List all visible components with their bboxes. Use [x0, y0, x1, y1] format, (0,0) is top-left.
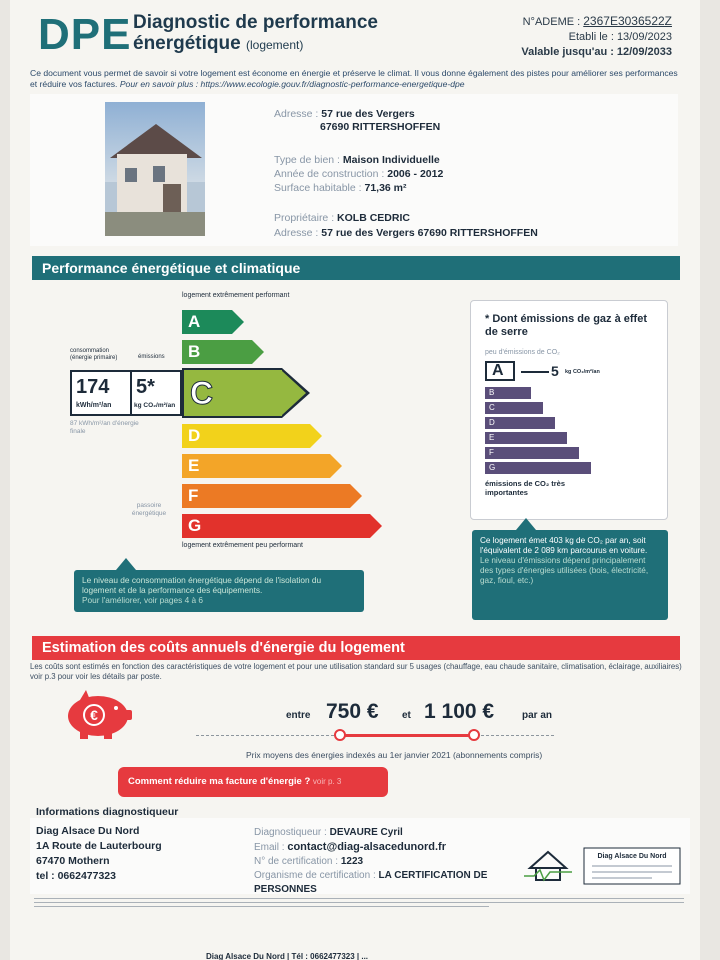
costs-section-title: Estimation des coûts annuels d'énergie du logement [32, 636, 680, 660]
reduce-bill-button[interactable] [118, 767, 388, 797]
consumption-label: consommation (énergie primaire) [70, 348, 118, 361]
title-line2-text: énergétique [133, 33, 241, 54]
owner-address [274, 227, 538, 240]
intro-text [30, 68, 680, 90]
year-value: 2006 - 2012 [387, 168, 444, 180]
energy-band-c-current [182, 368, 282, 418]
ges-note-sub: Le niveau d'émissions dépend principalement des types d'énergies utilisées (bois, électricité, gaz, fioul, etc.) [480, 556, 649, 585]
scale-bottom-label: logement extrêmement peu performant [182, 542, 304, 549]
energy-band-b: B [182, 340, 252, 364]
established-date: Etabli le : 13/09/2023 [568, 31, 672, 43]
emissions-value: 5* [136, 376, 155, 398]
costs-intro: Les coûts sont estimés en fonction des caractéristiques de votre logement et pour une utilisation standard sur 5 usages (chauffage, eau chaude sanitaire, climatisation, éclairage, auxiliaires) voir p.3 pour voir les détails par poste. [30, 662, 682, 681]
owner-label: Propriétaire : [274, 212, 335, 224]
cost-min: 750 € [326, 700, 379, 723]
energy-label-area [32, 284, 680, 624]
cost-max: 1 100 € [424, 700, 495, 723]
ges-note-main: Ce logement émet 403 kg de CO₂ par an, soit l'équivalent de 2 089 km parcourus en voiture. [480, 536, 648, 555]
ges-value: 5 [551, 363, 559, 379]
piggy-euro-symbol: € [90, 707, 98, 723]
owner-address-value: 57 rue des Vergers 67690 RITTERSHOFFEN [321, 227, 538, 239]
current-class-letter: C [190, 375, 214, 411]
scale-top-label: logement extrêmement performant [182, 292, 290, 299]
legal-fine-print [34, 898, 684, 910]
address-line1: 57 rue des Vergers [321, 108, 415, 120]
ges-band-d: D [485, 417, 555, 429]
ges-panel [470, 300, 668, 520]
cost-entre: entre [286, 710, 311, 721]
valid-until-date: Valable jusqu'au : 12/09/2033 [521, 46, 672, 58]
performance-section-title: Performance énergétique et climatique [32, 256, 680, 280]
owner-address-label: Adresse : [274, 227, 319, 239]
diagnostician-logos [522, 846, 682, 886]
ges-note [472, 530, 668, 620]
org-value: LA CERTIFICATION DE PERSONNES [254, 870, 488, 895]
ges-low-label: peu d'émissions de CO₂ [485, 349, 560, 356]
email-value[interactable]: contact@diag-alsacedunord.fr [287, 841, 446, 853]
logo-company-text: Diag Alsace Du Nord [597, 853, 667, 860]
company-city: 67470 Mothern [36, 855, 110, 867]
energy-note [74, 570, 364, 612]
property-address [274, 108, 440, 134]
energy-band-g: G [182, 514, 370, 538]
cost-min-marker [334, 729, 346, 741]
year-label: Année de construction : [274, 168, 385, 180]
more-info-label: Pour en savoir plus : [119, 79, 199, 89]
address-label: Adresse : [274, 108, 319, 120]
ademe-label: N°ADEME : [522, 16, 581, 28]
consumption-unit: kWh/m²/an [76, 402, 112, 409]
document-title [133, 12, 378, 56]
address-line2: 67690 RITTERSHOFFEN [320, 121, 441, 133]
surface-label: Surface habitable : [274, 182, 362, 194]
final-energy-note: 87 kWh/m²/an d'énergie finale [70, 420, 139, 435]
cost-max-marker [468, 729, 480, 741]
ges-band-g: G [485, 462, 591, 474]
reduce-bill-page: voir p. 3 [312, 777, 342, 786]
page-footer: Diag Alsace Du Nord | Tél : 0662477323 | ... [206, 952, 369, 960]
type-value: Maison Individuelle [342, 154, 440, 166]
dpe-logo: DPE [38, 10, 132, 59]
cost-range-segment [340, 734, 476, 737]
ges-band-c: C [485, 402, 543, 414]
energy-note-link[interactable]: Pour l'améliorer, voir pages 4 à 6 [82, 595, 204, 605]
type-label: Type de bien : [274, 154, 340, 166]
reduce-bill-label: Comment réduire ma facture d'énergie ? [128, 776, 311, 787]
house-photo [105, 102, 205, 236]
diagnostician-company [36, 824, 162, 884]
owner-value: KOLB CEDRIC [337, 212, 410, 224]
ademe-ref [521, 14, 672, 30]
company-name: Diag Alsace Du Nord [36, 825, 140, 837]
org-label: Organisme de certification : [254, 870, 376, 881]
energy-value-box [70, 370, 182, 416]
title-line1: Diagnostic de performance [133, 12, 378, 33]
cert-value: 1223 [340, 856, 364, 867]
diagnostician-title: Informations diagnostiqueur [36, 806, 179, 818]
intro-body: Ce document vous permet de savoir si votre logement est économe en énergie et préserve le climat. Il vous donne également des pistes pour améliorer ses performances et réduire vos factures. [30, 68, 678, 89]
cost-per-year: par an [522, 710, 553, 721]
surface-value: 71,36 m² [364, 182, 407, 194]
cert-label: N° de certification : [254, 856, 339, 867]
ges-band-b: B [485, 387, 531, 399]
ges-high-label: émissions de CO₂ très importantes [485, 479, 566, 497]
energy-band-d: D [182, 424, 310, 448]
diag-value: DEVAURE Cyril [329, 827, 403, 838]
company-phone: tel : 0662477323 [36, 870, 116, 882]
diagnostician-details [254, 826, 514, 897]
ges-unit: kg CO₂/m²/an [565, 369, 600, 375]
dpe-document [10, 0, 700, 960]
company-street: 1A Route de Lauterbourg [36, 840, 162, 852]
property-year [274, 168, 443, 181]
cost-et: et [402, 710, 411, 721]
title-suffix: (logement) [245, 38, 304, 52]
ges-class-a-current: A [485, 361, 515, 381]
ges-band-e: E [485, 432, 567, 444]
energy-band-e: E [182, 454, 330, 478]
energy-note-text: Le niveau de consommation énergétique dépend de l'isolation du logement et de la performance des équipements. [82, 575, 322, 595]
more-info-link[interactable]: https://www.ecologie.gouv.fr/diagnostic-performance-energetique-dpe [200, 79, 465, 89]
energy-band-a: A [182, 310, 232, 334]
ademe-number[interactable]: 2367E3036522Z [583, 14, 672, 28]
email-label: Email : [254, 842, 285, 853]
emissions-label: émissions [138, 354, 165, 360]
prices-note: Prix moyens des énergies indexés au 1er janvier 2021 (abonnements compris) [246, 750, 543, 760]
property-surface [274, 182, 407, 195]
emissions-unit: kg CO₂/m²/an [134, 402, 176, 409]
document-references [521, 14, 672, 60]
consumption-value: 174 [76, 376, 110, 398]
property-type [274, 154, 440, 167]
property-owner [274, 212, 410, 225]
ges-title: * Dont émissions de gaz à effet de serre [485, 313, 647, 338]
piggy-bank-icon [60, 688, 134, 740]
energy-band-f: F [182, 484, 350, 508]
title-line2 [133, 33, 378, 56]
passoire-label: passoire énergétique [131, 502, 167, 517]
diag-label: Diagnostiqueur : [254, 827, 327, 838]
ges-band-f: F [485, 447, 579, 459]
